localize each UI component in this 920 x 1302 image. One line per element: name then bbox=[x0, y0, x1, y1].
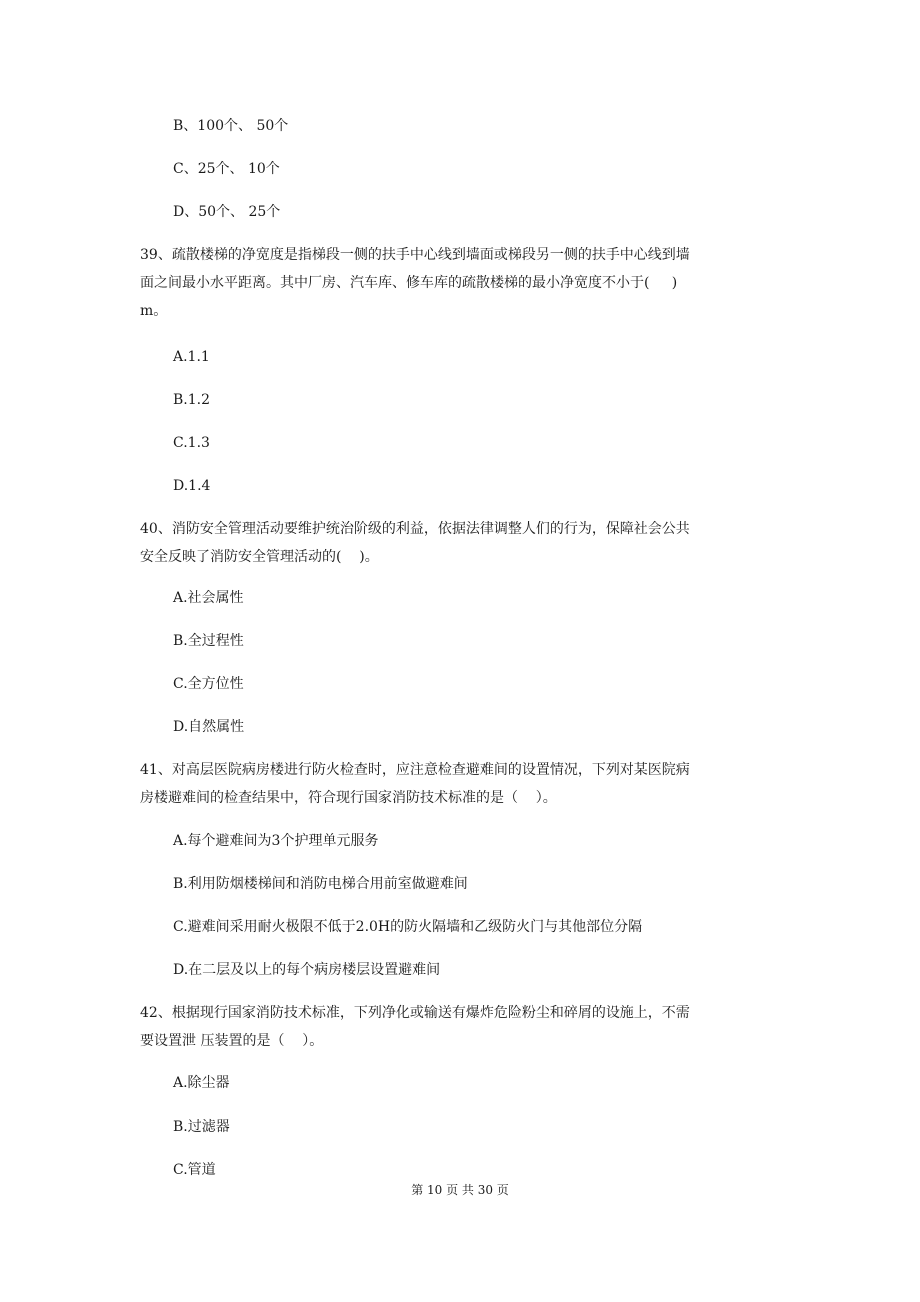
option-line: A.每个避难间为3个护理单元服务 bbox=[173, 833, 379, 849]
question-text: 面之间最小水平距离。其中厂房、汽车库、修车库的疏散楼梯的最小净宽度不小于( ) bbox=[140, 275, 678, 291]
question-text: 安全反映了消防安全管理活动的( )。 bbox=[140, 549, 379, 565]
option-line: B、100个、 50个 bbox=[173, 118, 289, 134]
option-line: B.利用防烟楼梯间和消防电梯合用前室做避难间 bbox=[173, 876, 468, 892]
option-line: C.1.3 bbox=[173, 435, 210, 451]
option-line: C.全方位性 bbox=[173, 676, 244, 692]
option-line: C.避难间采用耐火极限不低于2.0H的防火隔墙和乙级防火门与其他部位分隔 bbox=[173, 919, 643, 935]
question-text: 要设置泄 压装置的是（ ）。 bbox=[140, 1033, 324, 1049]
option-line: B.过滤器 bbox=[173, 1119, 230, 1135]
option-line: C.管道 bbox=[173, 1162, 216, 1178]
question-text: m。 bbox=[140, 303, 168, 319]
option-line: D.自然属性 bbox=[173, 719, 245, 735]
option-line: C、25个、 10个 bbox=[173, 161, 280, 177]
option-line: A.社会属性 bbox=[173, 590, 244, 606]
question-text: 39、疏散楼梯的净宽度是指梯段一侧的扶手中心线到墙面或梯段另一侧的扶手中心线到墙 bbox=[140, 247, 690, 263]
option-line: D.在二层及以上的每个病房楼层设置避难间 bbox=[173, 962, 441, 978]
question-text: 42、根据现行国家消防技术标准，下列净化或输送有爆炸危险粉尘和碎屑的设施上，不需 bbox=[140, 1005, 690, 1021]
option-line: D、50个、 25个 bbox=[173, 204, 281, 220]
question-text: 41、对高层医院病房楼进行防火检查时，应注意检查避难间的设置情况，下列对某医院病 bbox=[140, 762, 690, 778]
question-text: 40、消防安全管理活动要维护统治阶级的利益，依据法律调整人们的行为，保障社会公共 bbox=[140, 521, 690, 537]
option-line: B.1.2 bbox=[173, 392, 211, 408]
question-text: 房楼避难间的检查结果中，符合现行国家消防技术标准的是（ ）。 bbox=[140, 790, 557, 806]
option-line: A.1.1 bbox=[173, 349, 210, 365]
option-line: D.1.4 bbox=[173, 478, 211, 494]
page-footer: 第 10 页 共 30 页 bbox=[411, 1183, 509, 1197]
option-line: B.全过程性 bbox=[173, 633, 244, 649]
option-line: A.除尘器 bbox=[173, 1075, 230, 1091]
